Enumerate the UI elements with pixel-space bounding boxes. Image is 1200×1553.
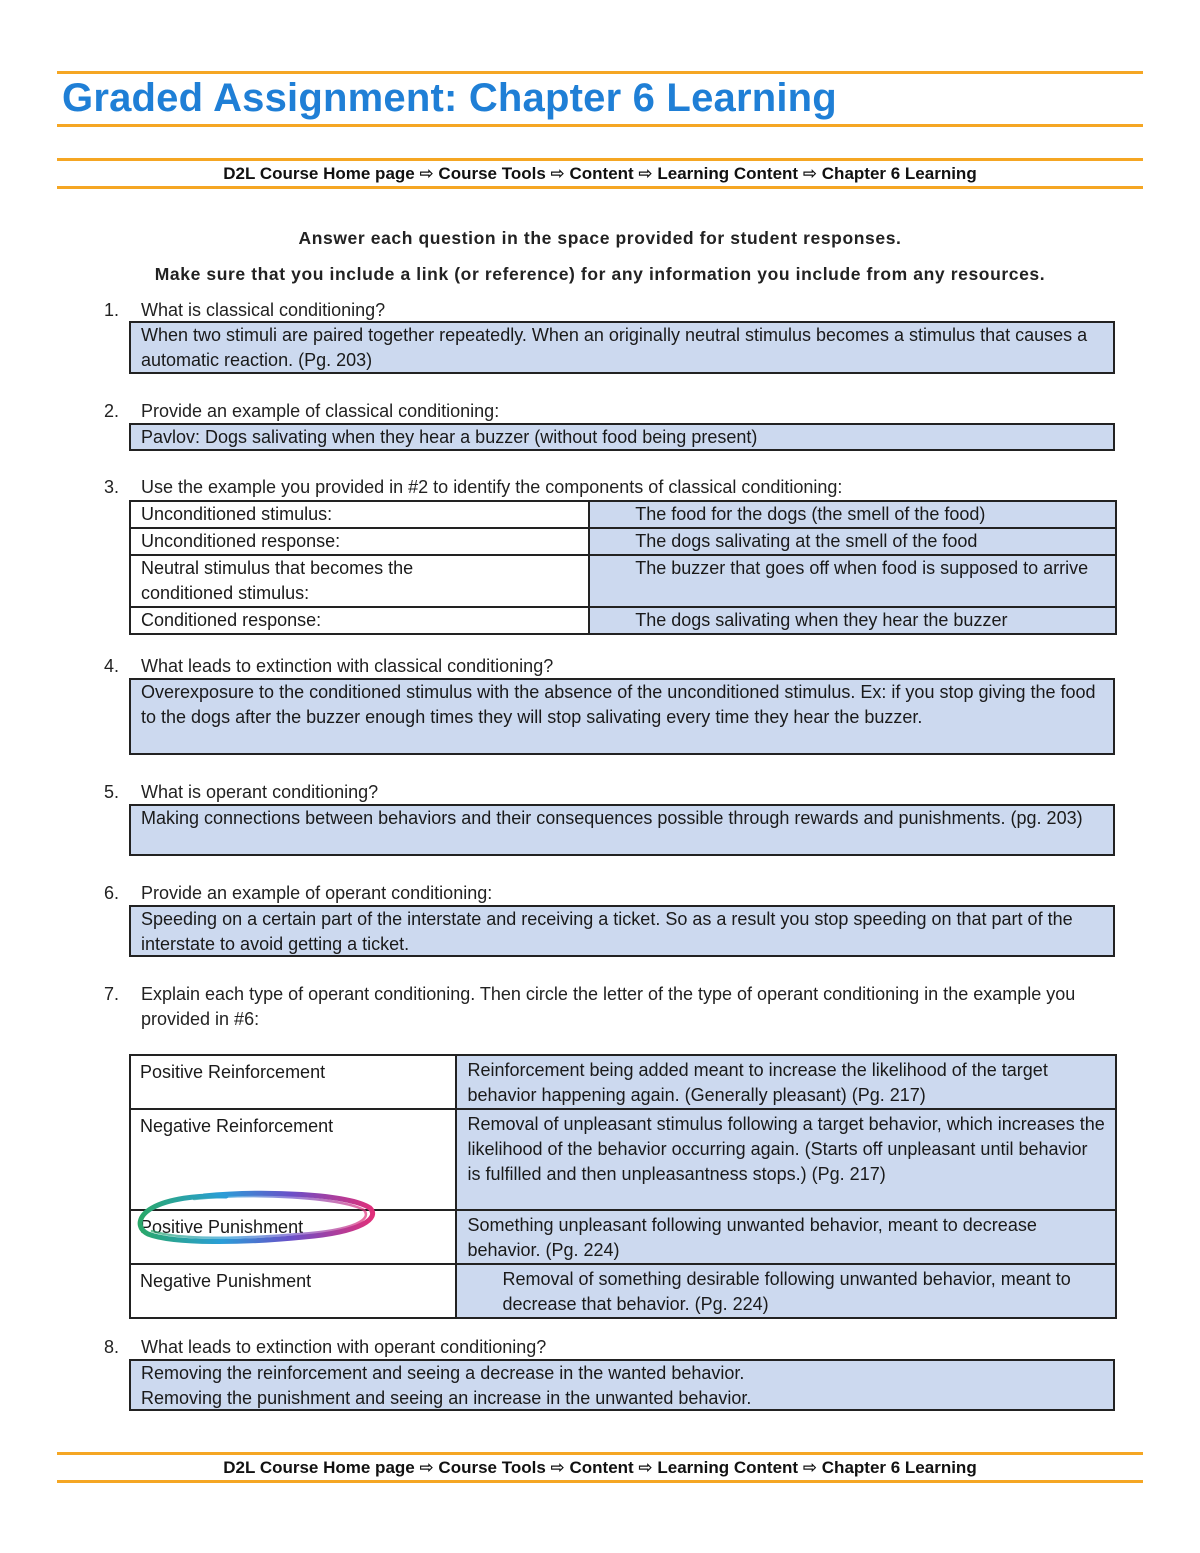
question-1: What is classical conditioning? [141,300,386,320]
classical-components-table [129,500,1117,635]
component-answer[interactable]: The dogs salivating when they hear the buzzer [589,607,1116,634]
component-label: Unconditioned response: [130,528,589,555]
instructions-line-1: Answer each question in the space provided for student responses. [298,228,902,248]
breadcrumb-top-rule [57,158,1143,161]
page-title: Graded Assignment: Chapter 6 Learning [62,76,837,120]
hand-drawn-circle-annotation [134,1188,379,1250]
table-row [130,1055,1116,1109]
question-number: 3. [104,477,120,497]
operant-type-explanation[interactable]: Something unpleasant following unwanted behavior, meant to decrease behavior. (Pg. 224) [456,1210,1116,1264]
answer-line: Removing the reinforcement and seeing a decrease in the wanted behavior. [141,1363,745,1383]
answer-box-5[interactable]: Making connections between behaviors and their consequences possible through rewards and punishments. (pg. 203) [129,804,1115,856]
question-8: What leads to extinction with operant conditioning? [141,1337,547,1357]
answer-box-1[interactable]: When two stimuli are paired together repeatedly. When an originally neutral stimulus becomes a stimulus that causes a automatic reaction. (Pg. 203) [129,321,1115,374]
answer-box-4[interactable]: Overexposure to the conditioned stimulus with the absence of the unconditioned stimulus. Ex: if you stop giving the food to the dogs after the buzzer enough times they will stop salivating every time they hear the buzzer. [129,678,1115,755]
table-row [130,607,1116,634]
question-number: 6. [104,883,120,903]
question-number: 5. [104,782,120,802]
operant-type-explanation[interactable]: Reinforcement being added meant to increase the likelihood of the target behavior happening again. (Generally pleasant) (Pg. 217) [456,1055,1116,1109]
table-row [130,501,1116,528]
question-2: Provide an example of classical conditioning: [141,401,500,421]
footer-top-rule [57,1452,1143,1455]
title-top-rule [57,71,1143,74]
question-number: 2. [104,401,120,421]
operant-type-explanation[interactable]: Removal of unpleasant stimulus following a target behavior, which increases the likelihood of the behavior occurring again. (Starts off unpleasant until behavior is fulfilled and then unpleasantness stops.) (Pg. 217) [456,1109,1116,1210]
operant-type-label: Negative Punishment [130,1264,456,1318]
component-label: Conditioned response: [130,607,589,634]
operant-types-table [129,1054,1117,1319]
instructions-line-2: Make sure that you include a link (or reference) for any information you include from any resources. [154,264,1046,284]
question-4: What leads to extinction with classical conditioning? [141,656,554,676]
operant-type-label: Positive Reinforcement [130,1055,456,1109]
component-label: Unconditioned stimulus: [130,501,589,528]
component-label: Neutral stimulus that becomes the conditioned stimulus: [130,555,589,607]
operant-type-label: Negative Reinforcement [130,1109,456,1210]
question-7: Explain each type of operant conditioning. Then circle the letter of the type of operant conditioning in the example you provided in #6: [141,984,1076,1029]
component-answer[interactable]: The food for the dogs (the smell of the food) [589,501,1116,528]
answer-line: Removing the punishment and seeing an increase in the unwanted behavior. [141,1388,752,1408]
footer-breadcrumb: D2L Course Home page ⇨ Course Tools ⇨ Content ⇨ Learning Content ⇨ Chapter 6 Learning [223,1458,977,1477]
table-row [130,555,1116,607]
question-number: 8. [104,1337,120,1357]
breadcrumb-bottom-rule [57,186,1143,189]
question-number: 7. [104,984,120,1004]
answer-box-2[interactable]: Pavlov: Dogs salivating when they hear a buzzer (without food being present) [129,423,1115,451]
question-3: Use the example you provided in #2 to identify the components of classical conditioning: [141,477,843,497]
table-row [130,1264,1116,1318]
table-row [130,528,1116,555]
breadcrumb: D2L Course Home page ⇨ Course Tools ⇨ Content ⇨ Learning Content ⇨ Chapter 6 Learning [223,164,977,183]
answer-box-6[interactable]: Speeding on a certain part of the interstate and receiving a ticket. So as a result you stop speeding on that part of the interstate to avoid getting a ticket. [129,905,1115,957]
question-5: What is operant conditioning? [141,782,379,802]
question-number: 4. [104,656,120,676]
question-6: Provide an example of operant conditioning: [141,883,493,903]
component-answer[interactable]: The dogs salivating at the smell of the food [589,528,1116,555]
question-number: 1. [104,300,120,320]
operant-type-explanation[interactable]: Removal of something desirable following unwanted behavior, meant to decrease that behavior. (Pg. 224) [456,1264,1116,1318]
title-bottom-rule [57,124,1143,127]
footer-bottom-rule [57,1480,1143,1483]
operant-type-label: Positive Punishment [130,1210,456,1264]
answer-box-8[interactable] [129,1359,1115,1411]
component-answer[interactable]: The buzzer that goes off when food is supposed to arrive [589,555,1116,607]
